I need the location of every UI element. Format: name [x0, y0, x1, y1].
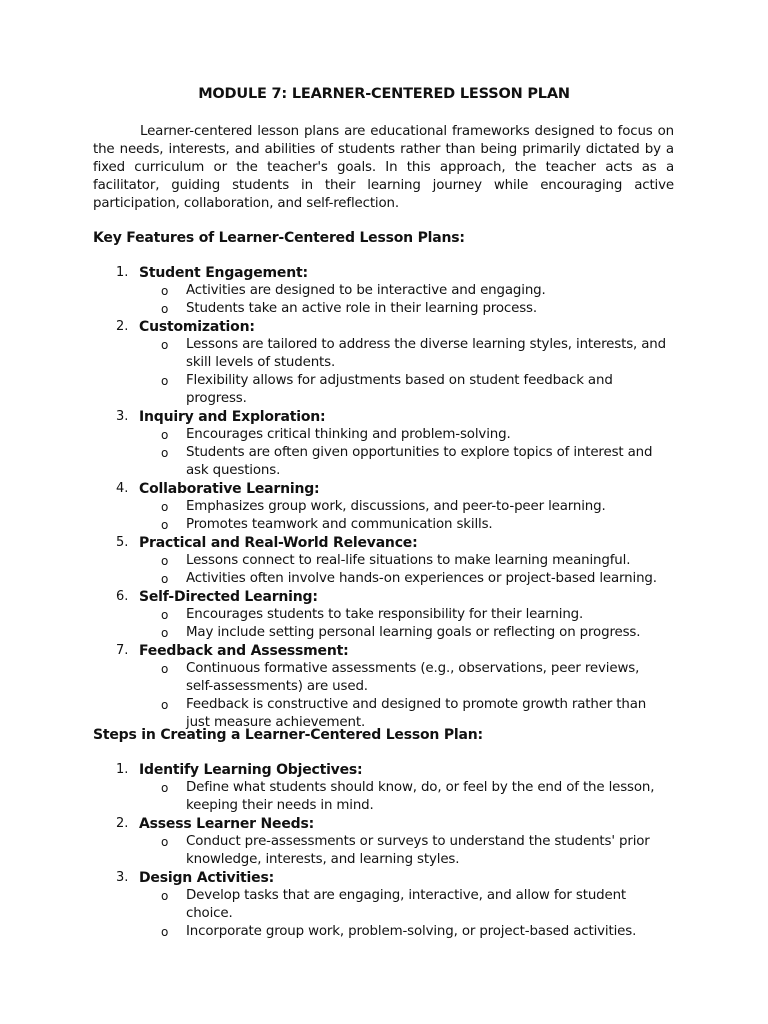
item-title: Design Activities:: [139, 870, 274, 886]
list-item: [0, 761, 768, 815]
sub-item: [161, 336, 670, 372]
list-item: [0, 869, 768, 941]
sub-item: [161, 426, 670, 444]
sub-item: [161, 516, 670, 534]
sub-list: [0, 660, 768, 732]
item-number: 4.: [116, 481, 129, 496]
list-item: [0, 318, 768, 408]
list-item: [0, 534, 768, 588]
key-features-list: [0, 264, 768, 732]
hollow-bullet-icon: o: [161, 698, 169, 712]
item-number: 1.: [116, 265, 129, 280]
item-number: 3.: [116, 409, 129, 424]
sub-item: [161, 444, 670, 480]
sub-item: [161, 624, 670, 642]
item-number: 2.: [116, 319, 129, 334]
hollow-bullet-icon: o: [161, 781, 169, 795]
list-item: [0, 815, 768, 869]
hollow-bullet-icon: o: [161, 374, 169, 388]
sub-item-text: Students are often given opportunities to explore topics of interest and ask questions.: [186, 445, 653, 478]
list-item: [0, 642, 768, 732]
sub-item-text: Emphasizes group work, discussions, and peer-to-peer learning.: [186, 499, 606, 514]
hollow-bullet-icon: o: [161, 500, 169, 514]
item-title: Student Engagement:: [139, 265, 308, 281]
sub-item-text: Promotes teamwork and communication skills.: [186, 517, 493, 532]
list-item: [0, 588, 768, 642]
page-title: MODULE 7: LEARNER-CENTERED LESSON PLAN: [198, 86, 570, 102]
hollow-bullet-icon: o: [161, 835, 169, 849]
sub-item-text: Feedback is constructive and designed to promote growth rather than just measure achievement.: [186, 697, 647, 730]
sub-item: [161, 887, 670, 923]
hollow-bullet-icon: o: [161, 626, 169, 640]
sub-item-text: May include setting personal learning goals or reflecting on progress.: [186, 625, 641, 640]
sub-item: [161, 552, 670, 570]
hollow-bullet-icon: o: [161, 338, 169, 352]
sub-item: [161, 833, 670, 869]
hollow-bullet-icon: o: [161, 446, 169, 460]
sub-item: [161, 923, 670, 941]
sub-item-text: Develop tasks that are engaging, interactive, and allow for student choice.: [186, 888, 627, 921]
list-item: [0, 264, 768, 318]
sub-list: [0, 552, 768, 588]
sub-list: [0, 336, 768, 408]
hollow-bullet-icon: o: [161, 554, 169, 568]
sub-list: [0, 282, 768, 318]
steps-heading: Steps in Creating a Learner-Centered Lesson Plan:: [93, 727, 483, 743]
item-title: Customization:: [139, 319, 255, 335]
item-title: Practical and Real-World Relevance:: [139, 535, 418, 551]
sub-list: [0, 833, 768, 869]
sub-item-text: Encourages critical thinking and problem-solving.: [186, 427, 511, 442]
key-features-heading: Key Features of Learner-Centered Lesson Plans:: [93, 230, 465, 246]
hollow-bullet-icon: o: [161, 302, 169, 316]
hollow-bullet-icon: o: [161, 662, 169, 676]
item-number: 6.: [116, 589, 129, 604]
hollow-bullet-icon: o: [161, 428, 169, 442]
sub-item: [161, 498, 670, 516]
item-number: 1.: [116, 762, 129, 777]
sub-item: [161, 606, 670, 624]
sub-list: [0, 498, 768, 534]
sub-item-text: Continuous formative assessments (e.g., observations, peer reviews, self-assessments) are used.: [186, 661, 640, 694]
sub-item: [161, 779, 670, 815]
sub-list: [0, 779, 768, 815]
sub-item: [161, 660, 670, 696]
sub-item-text: Flexibility allows for adjustments based on student feedback and progress.: [186, 373, 613, 406]
sub-item-text: Lessons are tailored to address the diverse learning styles, interests, and skill levels of students.: [186, 337, 666, 370]
sub-item-text: Incorporate group work, problem-solving, or project-based activities.: [186, 924, 637, 939]
sub-list: [0, 426, 768, 480]
sub-item-text: Encourages students to take responsibility for their learning.: [186, 607, 584, 622]
item-title: Inquiry and Exploration:: [139, 409, 326, 425]
item-title: Identify Learning Objectives:: [139, 762, 363, 778]
sub-item: [161, 282, 670, 300]
sub-list: [0, 606, 768, 642]
sub-item-text: Activities often involve hands-on experiences or project-based learning.: [186, 571, 657, 586]
item-number: 3.: [116, 870, 129, 885]
sub-item-text: Define what students should know, do, or feel by the end of the lesson, keeping their needs in mind.: [186, 780, 655, 813]
hollow-bullet-icon: o: [161, 889, 169, 903]
list-item: [0, 480, 768, 534]
item-number: 2.: [116, 816, 129, 831]
item-number: 5.: [116, 535, 129, 550]
steps-list: [0, 761, 768, 941]
sub-item-text: Conduct pre-assessments or surveys to understand the students' prior knowledge, interests, and learning styles.: [186, 834, 650, 867]
hollow-bullet-icon: o: [161, 284, 169, 298]
hollow-bullet-icon: o: [161, 572, 169, 586]
sub-item-text: Lessons connect to real-life situations to make learning meaningful.: [186, 553, 631, 568]
item-title: Collaborative Learning:: [139, 481, 320, 497]
item-number: 7.: [116, 643, 129, 658]
list-item: [0, 408, 768, 480]
sub-item: [161, 300, 670, 318]
hollow-bullet-icon: o: [161, 518, 169, 532]
sub-item-text: Activities are designed to be interactive and engaging.: [186, 283, 546, 298]
sub-item: [161, 372, 670, 408]
intro-paragraph: Learner-centered lesson plans are educational frameworks designed to focus on the needs, interests, and abilities of students rather than being primarily dictated by a fixed curriculum or the teacher's goals. In this approach, the teacher acts as a facilitator, guiding students in their learning journey while encouraging active participation, collaboration, and self-reflection.: [93, 124, 674, 211]
item-title: Feedback and Assessment:: [139, 643, 349, 659]
hollow-bullet-icon: o: [161, 925, 169, 939]
sub-list: [0, 887, 768, 941]
item-title: Assess Learner Needs:: [139, 816, 315, 832]
item-title: Self-Directed Learning:: [139, 589, 318, 605]
sub-item: [161, 570, 670, 588]
hollow-bullet-icon: o: [161, 608, 169, 622]
sub-item-text: Students take an active role in their learning process.: [186, 301, 537, 316]
